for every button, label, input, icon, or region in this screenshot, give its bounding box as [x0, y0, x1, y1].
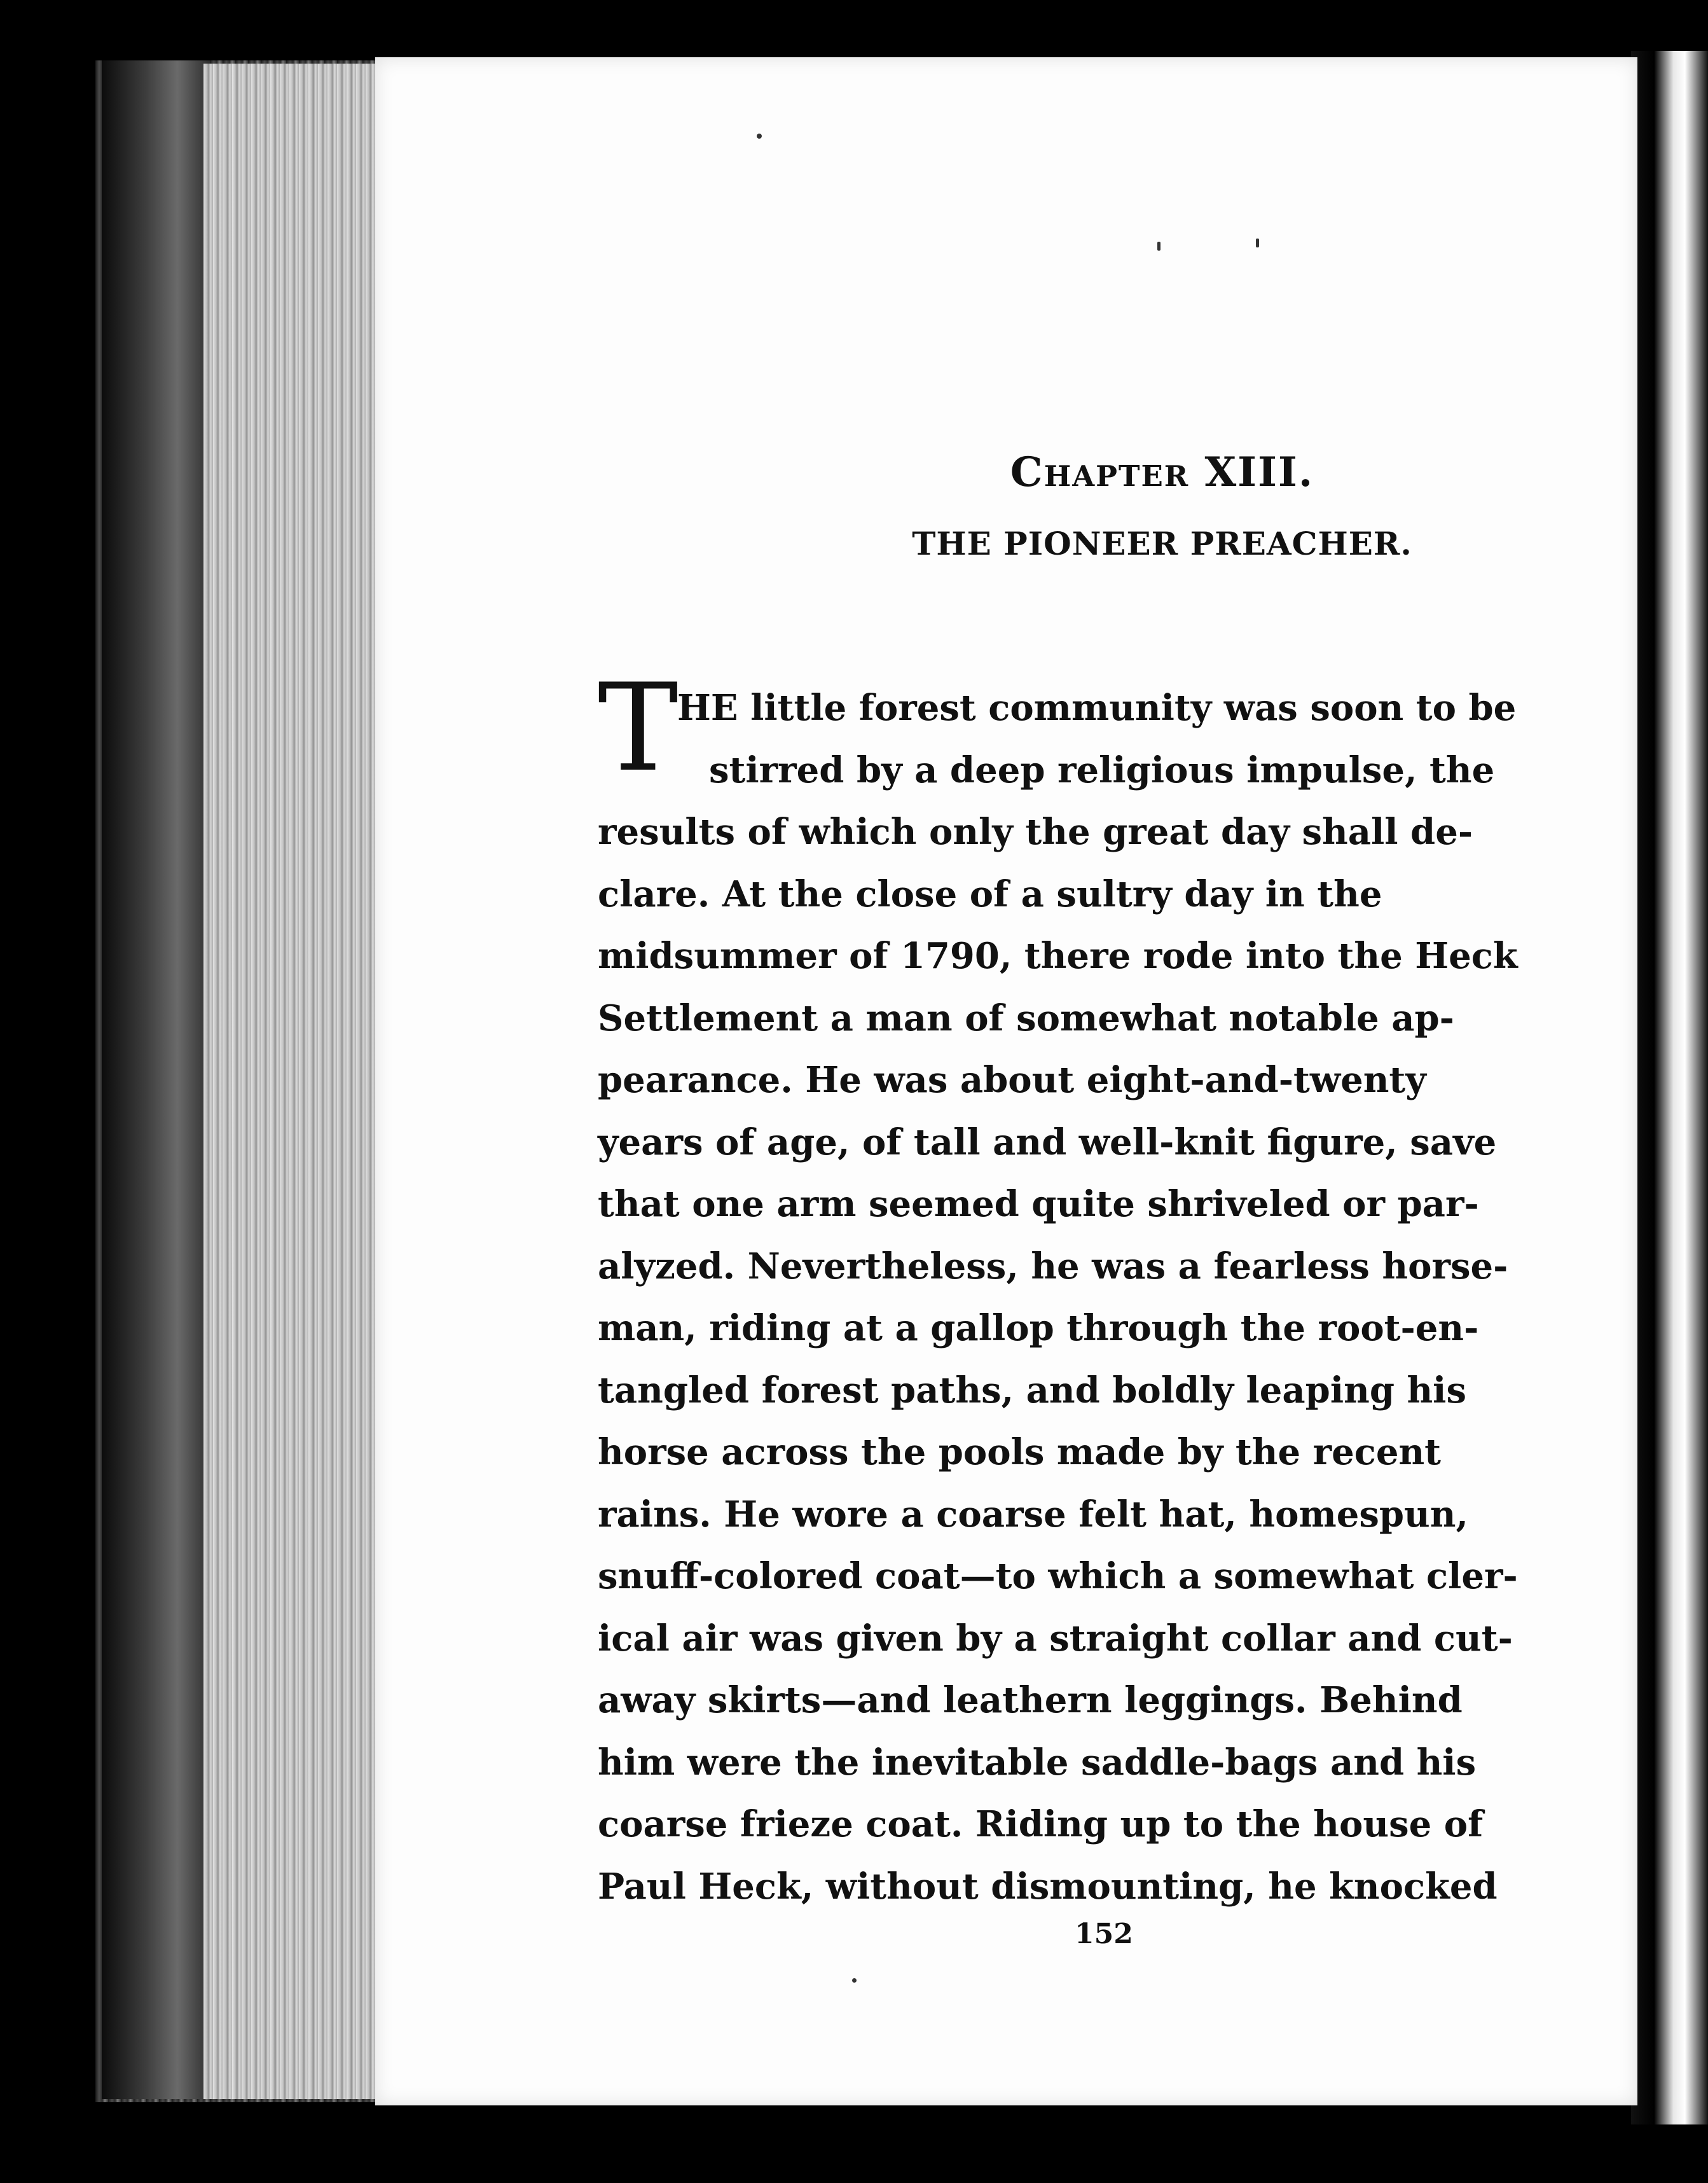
text-line: results of which only the great day shall de- — [598, 811, 1473, 853]
scan-speck — [757, 134, 762, 139]
book-leaf-stack — [203, 64, 375, 2099]
text-line: stirred by a deep religious impulse, the — [709, 749, 1495, 791]
body-text — [598, 801, 1518, 1918]
scan-speck — [1256, 239, 1259, 247]
text-line: snuff-colored coat—to which a somewhat cler- — [598, 1555, 1518, 1597]
text-line: HE little forest community was soon to be — [677, 687, 1517, 729]
text-line: years of age, of tall and well-knit figure, save — [598, 1121, 1497, 1163]
text-line: him were the inevitable saddle-bags and his — [598, 1741, 1477, 1784]
text-line: rains. He wore a coarse felt hat, homespun, — [598, 1493, 1468, 1535]
page-number: 152 — [1075, 1918, 1133, 1950]
text-line: coarse frieze coat. Riding up to the house of — [598, 1803, 1484, 1845]
scan-speck — [1157, 242, 1160, 251]
text-line: midsummer of 1790, there rode into the Heck — [598, 935, 1518, 977]
text-line: away skirts—and leathern leggings. Behind — [598, 1679, 1463, 1721]
text-line: Settlement a man of somewhat notable ap- — [598, 997, 1454, 1039]
text-line: pearance. He was about eight-and-twenty — [598, 1059, 1426, 1101]
scan-speck — [852, 1978, 857, 1983]
drop-cap: T — [598, 658, 678, 798]
opening-lines — [677, 677, 1517, 801]
text-line: clare. At the close of a sultry day in the — [598, 873, 1382, 915]
book-page — [375, 57, 1637, 2105]
text-line: that one arm seemed quite shriveled or par- — [598, 1183, 1479, 1225]
text-line: man, riding at a gallop through the root-en- — [598, 1307, 1479, 1349]
text-line: Paul Heck, without dismounting, he knocked — [598, 1865, 1498, 1908]
right-page-edge — [1631, 51, 1708, 2124]
chapter-heading-text: Chapter XIII. — [1010, 448, 1314, 496]
text-line: horse across the pools made by the recent — [598, 1431, 1442, 1473]
text-line: alyzed. Nevertheless, he was a fearless horse- — [598, 1245, 1508, 1287]
text-line: ical air was given by a straight collar and cut- — [598, 1617, 1513, 1660]
chapter-title: THE PIONEER PREACHER. — [912, 525, 1412, 562]
book-spine-shadow — [102, 60, 210, 2099]
chapter-heading — [375, 448, 1637, 496]
text-line: tangled forest paths, and boldly leaping his — [598, 1369, 1466, 1411]
